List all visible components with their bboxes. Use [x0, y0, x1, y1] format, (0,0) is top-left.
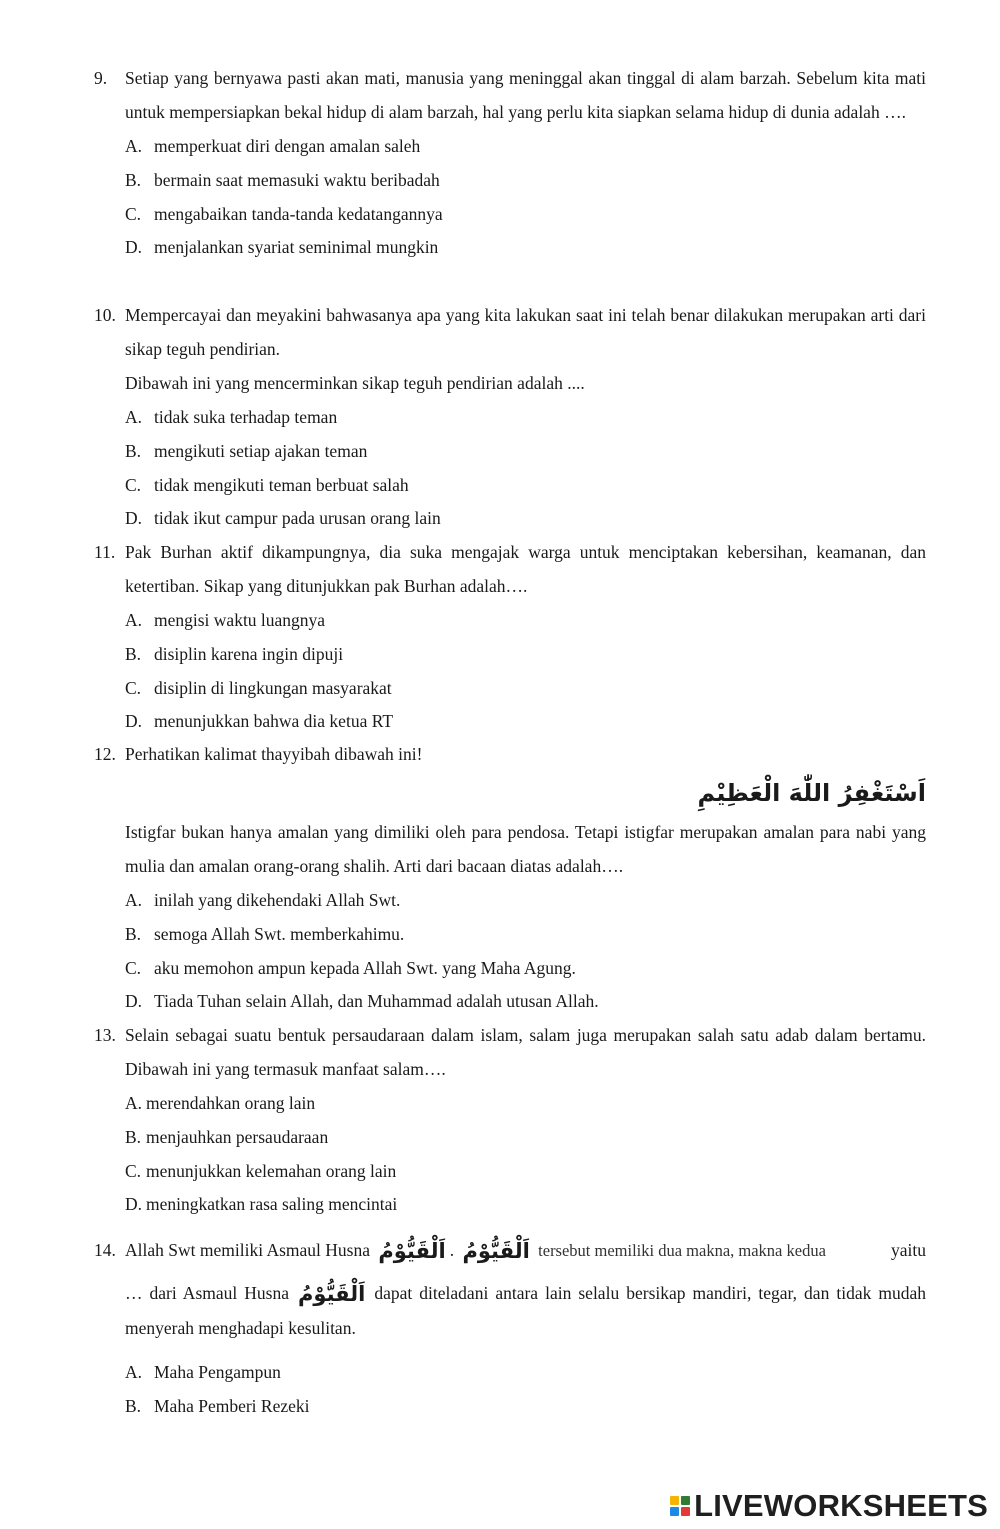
option-text: Maha Pemberi Rezeki	[154, 1395, 310, 1416]
option-text: mengisi waktu luangnya	[154, 610, 326, 630]
option-letter: C.	[125, 957, 142, 978]
option-text: bermain saat memasuki waktu beribadah	[154, 169, 440, 190]
option-letter: B.	[125, 440, 142, 461]
options-list	[125, 883, 926, 1018]
option-b[interactable]	[125, 1389, 926, 1423]
option-d[interactable]	[125, 984, 926, 1018]
option-a[interactable]	[125, 883, 926, 917]
question-text	[125, 61, 926, 129]
question-paragraph	[125, 1276, 926, 1345]
option-text: menjalankan syariat seminimal mungkin	[154, 237, 439, 258]
option-text: disiplin karena ingin dipuji	[154, 643, 344, 664]
question-13	[94, 1018, 926, 1221]
option-c[interactable]	[125, 951, 926, 985]
question-line	[125, 1230, 926, 1270]
option-text: tidak ikut campur pada urusan orang lain	[154, 508, 441, 529]
option-letter: B.	[125, 923, 142, 944]
question-intro: Perhatikan kalimat thayyibah dibawah ini!	[125, 744, 423, 764]
option-d[interactable]	[125, 230, 926, 264]
question-fragment-text: dapat diteladani antara lain selalu bersikap mandiri, tegar, dan tidak mudah menyerah menghadapi kesulitan.	[125, 1283, 926, 1338]
option-d[interactable]	[125, 1187, 926, 1221]
question-number: 9.	[94, 68, 108, 88]
option-d[interactable]	[125, 501, 926, 535]
question-number: 11.	[94, 542, 116, 562]
question-fragment-text: Allah Swt memiliki Asmaul Husna	[125, 1240, 370, 1260]
arabic-term: اَلْقَيُّوْمُ	[462, 1239, 530, 1263]
question-number: 13.	[94, 1025, 116, 1045]
question-paragraph: Selain sebagai suatu bentuk persaudaraan dalam islam, salam juga merupakan salah satu adab dalam bertamu. Dibawah ini yang termasuk manfaat salam….	[125, 1025, 926, 1079]
option-text: merendahkan orang lain	[146, 1093, 316, 1113]
arabic-phrase: اَسْتَغْفِرُ اللّٰهَ الْعَظِيْمِ	[697, 779, 926, 807]
option-text: mengabaikan tanda-tanda kedatangannya	[154, 203, 443, 224]
option-letter: A.	[125, 610, 143, 630]
option-b[interactable]	[125, 434, 926, 468]
question-paragraph: Dibawah ini yang mencerminkan sikap teguh pendirian adalah ....	[125, 373, 585, 393]
option-letter: A.	[125, 407, 143, 427]
question-14	[94, 1230, 926, 1423]
option-letter: C.	[125, 1160, 142, 1181]
option-c[interactable]	[125, 468, 926, 502]
option-text: menjauhkan persaudaraan	[146, 1126, 329, 1147]
option-a[interactable]	[125, 1086, 926, 1120]
question-fragment-text: … dari Asmaul Husna	[125, 1283, 289, 1303]
option-text: Tiada Tuhan selain Allah, dan Muhammad adalah utusan Allah.	[154, 991, 599, 1012]
options-list	[125, 400, 926, 535]
option-letter: D.	[125, 711, 143, 732]
option-letter: B.	[125, 643, 142, 664]
option-text: disiplin di lingkungan masyarakat	[154, 677, 392, 698]
arabic-term: اَلْقَيُّوْمُ	[378, 1239, 446, 1263]
question-number: 12.	[94, 744, 116, 764]
option-b[interactable]	[125, 637, 926, 671]
option-a[interactable]	[125, 400, 926, 434]
option-letter: B.	[125, 1395, 142, 1416]
option-letter: C.	[125, 677, 142, 698]
option-a[interactable]	[125, 1355, 926, 1389]
question-9	[94, 61, 926, 264]
question-text	[125, 535, 926, 603]
logo-text: LIVEWORKSHEETS	[694, 1488, 988, 1523]
logo-square-icon	[681, 1496, 690, 1505]
option-letter: D.	[125, 237, 143, 258]
option-letter: A.	[125, 1362, 143, 1382]
question-paragraph: Mempercayai dan meyakini bahwasanya apa yang kita lakukan saat ini telah benar dilakukan merupakan arti dari sikap teguh pendirian.	[125, 305, 926, 359]
option-text: meningkatkan rasa saling mencintai	[146, 1194, 398, 1215]
logo-icon	[670, 1496, 690, 1516]
option-letter: A.	[125, 136, 143, 156]
option-letter: B.	[125, 169, 142, 190]
option-letter: A.	[125, 1093, 143, 1113]
option-text: menunjukkan bahwa dia ketua RT	[154, 711, 394, 732]
question-fragment-text: tersebut memiliki dua makna, makna kedua	[538, 1241, 826, 1260]
option-d[interactable]	[125, 704, 926, 738]
option-letter: C.	[125, 203, 142, 224]
options-list	[125, 129, 926, 264]
option-a[interactable]	[125, 603, 926, 637]
option-text: memperkuat diri dengan amalan saleh	[154, 136, 421, 156]
options-list	[125, 1355, 926, 1423]
question-text	[125, 1230, 926, 1345]
question-11	[94, 535, 926, 738]
arabic-term: اَلْقَيُّوْمُ	[298, 1282, 366, 1306]
option-text: menunjukkan kelemahan orang lain	[146, 1160, 397, 1181]
option-b[interactable]	[125, 1120, 926, 1154]
question-number: 10.	[94, 305, 116, 325]
question-text	[125, 737, 926, 883]
option-text: tidak suka terhadap teman	[154, 407, 338, 427]
logo-square-icon	[670, 1507, 679, 1516]
option-text: mengikuti setiap ajakan teman	[154, 440, 368, 461]
option-b[interactable]	[125, 163, 926, 197]
question-paragraph: Istigfar bukan hanya amalan yang dimiliki oleh para pendosa. Tetapi istigfar merupakan amalan para nabi yang mulia dan amalan orang-orang shalih. Arti dari bacaan diatas adalah….	[125, 822, 926, 876]
option-letter: D.	[125, 508, 143, 529]
option-letter: D.	[125, 1194, 143, 1215]
option-text: inilah yang dikehendaki Allah Swt.	[154, 890, 401, 910]
logo-square-icon	[670, 1496, 679, 1505]
option-letter: B.	[125, 1126, 142, 1147]
option-c[interactable]	[125, 1154, 926, 1188]
option-text: aku memohon ampun kepada Allah Swt. yang Maha Agung.	[154, 957, 576, 978]
options-list	[125, 1086, 926, 1221]
liveworksheets-logo[interactable]	[670, 1486, 988, 1526]
question-paragraph: Setiap yang bernyawa pasti akan mati, manusia yang meninggal akan tinggal di alam barzah. Sebelum kita mati untuk mempersiapkan bekal hidup di alam barzah, hal yang perlu kita siapkan selama hidup di dunia adalah ….	[125, 68, 926, 122]
question-text	[125, 298, 926, 400]
question-10	[94, 298, 926, 535]
option-letter: A.	[125, 890, 143, 910]
option-a[interactable]	[125, 129, 926, 163]
option-letter: D.	[125, 991, 143, 1012]
question-paragraph: Pak Burhan aktif dikampungnya, dia suka mengajak warga untuk menciptakan kebersihan, keamanan, dan ketertiban. Sikap yang ditunjukkan pak Burhan adalah….	[125, 542, 926, 596]
punctuation: .	[449, 1240, 455, 1260]
question-12	[94, 737, 926, 1018]
option-text: semoga Allah Swt. memberkahimu.	[154, 923, 405, 944]
option-c[interactable]	[125, 197, 926, 231]
question-text	[125, 1018, 926, 1086]
logo-square-icon	[681, 1507, 690, 1516]
option-text: tidak mengikuti teman berbuat salah	[154, 474, 409, 495]
options-list	[125, 603, 926, 738]
question-number: 14.	[94, 1240, 116, 1260]
option-text: Maha Pengampun	[154, 1362, 281, 1382]
option-c[interactable]	[125, 671, 926, 705]
option-b[interactable]	[125, 917, 926, 951]
question-fragment-text: yaitu	[891, 1240, 926, 1260]
question-fragment	[125, 1230, 826, 1270]
option-letter: C.	[125, 474, 142, 495]
